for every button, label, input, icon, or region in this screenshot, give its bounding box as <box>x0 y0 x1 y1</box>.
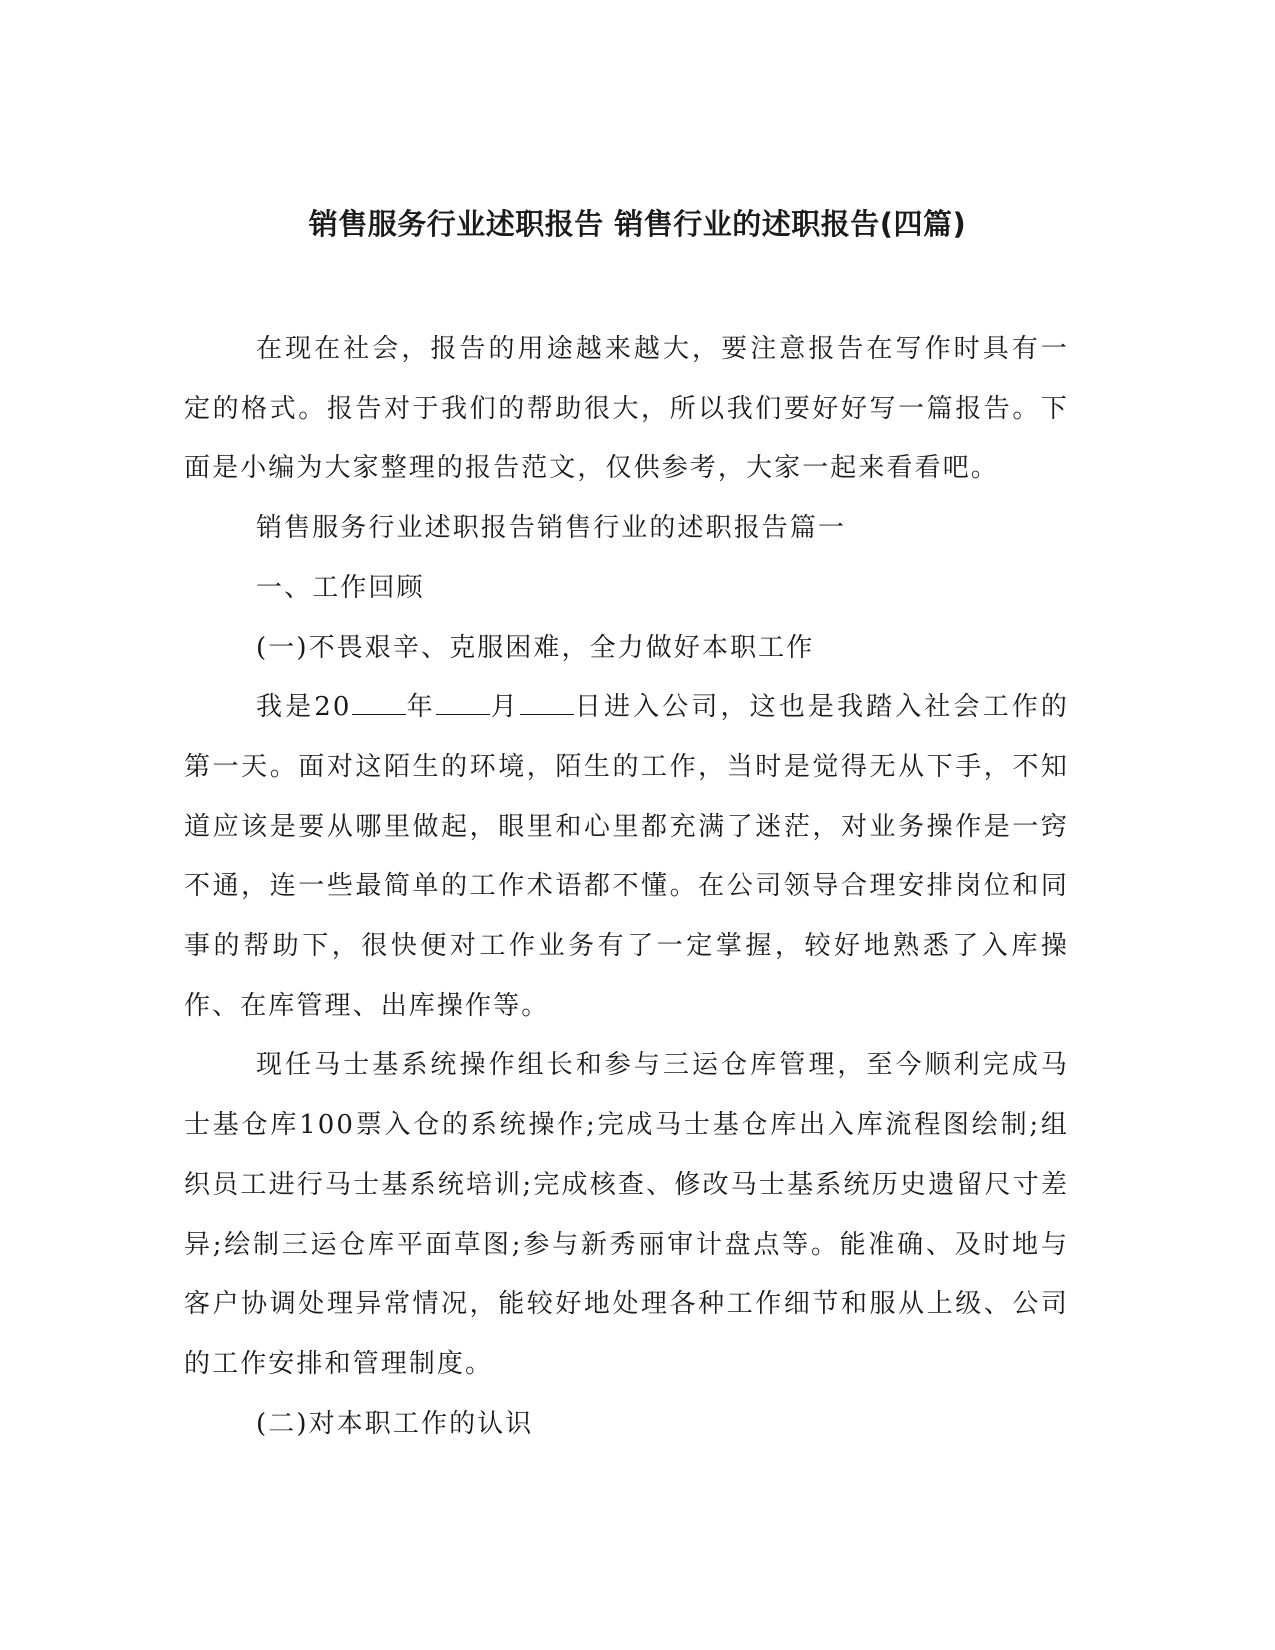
entry-rest: 日进入公司，这也是我踏入社会工作的第一天。面对这陌生的环境，陌生的工作，当时是觉得无从下手，不知道应该是要从哪里做起，眼里和心里都充满了迷茫，对业务操作是一窍不通，连一些最简单的工作术语都不懂。在公司领导合理安排岗位和同事的帮助下，很快便对工作业务有了一定掌握，较好地熟悉了入库操作、在库管理、出库操作等。 <box>184 692 1069 1021</box>
subheading-2: (二)对本职工作的认识 <box>256 1408 534 1439</box>
document-body <box>184 320 1069 1454</box>
year-blank <box>352 690 406 715</box>
year-label: 年 <box>405 692 436 723</box>
month-label: 月 <box>489 692 520 723</box>
entry-paragraph <box>184 678 1069 1036</box>
section-title: 销售服务行业述职报告销售行业的述职报告篇一 <box>256 513 847 544</box>
heading-work-review: 一、工作回顾 <box>256 572 425 603</box>
month-blank <box>436 690 490 715</box>
day-blank <box>520 690 574 715</box>
entry-lead: 我是20 <box>256 692 352 723</box>
current-role-paragraph: 现任马士基系统操作组长和参与三运仓库管理，至今顺利完成马士基仓库100票入仓的系统操作;完成马士基仓库出入库流程图绘制;组织员工进行马士基系统培训;完成核查、修改马士基系统历史遗留尺寸差异;绘制三运仓库平面草图;参与新秀丽审计盘点等。能准确、及时地与客户协调处理异常情况，能较好地处理各种工作细节和服从上级、公司的工作安排和管理制度。 <box>184 1050 1069 1379</box>
subheading-1: (一)不畏艰辛、克服困难，全力做好本职工作 <box>256 632 815 663</box>
intro-paragraph: 在现在社会，报告的用途越来越大，要注意报告在写作时具有一定的格式。报告对于我们的帮助很大，所以我们要好好写一篇报告。下面是小编为大家整理的报告范文，仅供参考，大家一起来看看吧。 <box>184 334 1069 484</box>
document-title: 销售服务行业述职报告 销售行业的述职报告(四篇) <box>308 207 967 241</box>
